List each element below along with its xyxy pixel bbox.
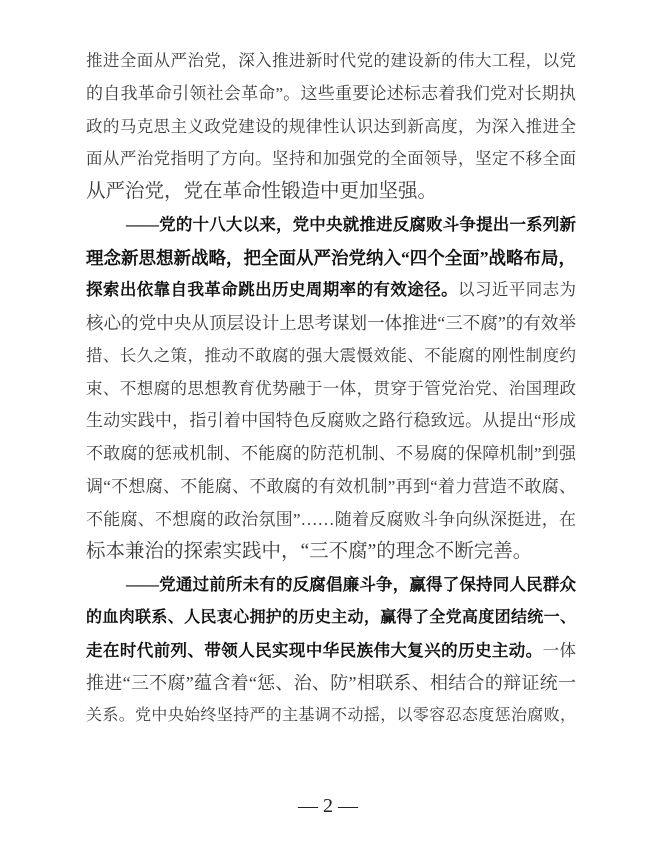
- body-text: 一体: [542, 640, 577, 660]
- body-text: 生动实践中，指引着中国特色反腐败之路行稳致远。从提出“形成: [86, 411, 576, 431]
- text-line: [86, 45, 576, 78]
- text-line: [86, 373, 576, 406]
- document-body: [86, 45, 576, 733]
- text-line: [86, 405, 576, 438]
- text-line: [86, 78, 576, 111]
- bold-text: 探索出依靠自我革命跳出历史周期率的有效途径。: [86, 280, 459, 300]
- bold-text: ——党通过前所未有的反腐倡廉斗争，赢得了保持同人民群众: [126, 575, 576, 594]
- bold-text: 走在时代前列、带领人民实现中华民族伟大复兴的历史主动。: [86, 640, 543, 660]
- body-text: 的自我革命引领社会革命”。这些重要论述标志着我们党对长期执: [86, 83, 576, 103]
- body-text: 核心的党中央从顶层设计上思考谋划一体推进“三不腐”的有效举: [86, 313, 576, 333]
- body-text: 标本兼治的探索实践中，“三不腐”的理念不断完善。: [86, 541, 533, 563]
- text-line: [86, 274, 576, 307]
- body-text: 推进全面从严治党，深入推进新时代党的建设新的伟大工程，以党: [86, 51, 576, 70]
- text-line: [86, 111, 576, 144]
- body-text: 不敢腐的惩戒机制、不能腐的防范机制、不易腐的保障机制”到强: [86, 444, 576, 463]
- text-line: [86, 438, 576, 471]
- text-line: [86, 307, 576, 340]
- text-line: [86, 569, 576, 602]
- bold-text: ——党的十八大以来，党中央就推进反腐败斗争提出一系列新: [126, 214, 576, 234]
- body-text: 调“不想腐、不能腐、不敢腐的有效机制”再到“着力营造不敢腐、: [86, 476, 576, 496]
- text-line: [86, 536, 576, 569]
- text-line: [86, 340, 576, 373]
- text-line: [86, 700, 576, 733]
- text-line: [86, 176, 576, 209]
- bold-text: 的血肉联系、人民衷心拥护的历史主动，赢得了全党高度团结统一、: [86, 608, 576, 626]
- body-text: 不能腐、不想腐的政治氛围”……随着反腐败斗争向纵深挺进，在: [86, 509, 576, 529]
- body-text: 束、不想腐的思想教育优势融于一体，贯穿于管党治党、治国理政: [86, 378, 576, 398]
- bold-text: 理念新思想新战略，把全面从严治党纳入“四个全面”战略布局，: [86, 247, 576, 268]
- body-text: 从严治党，党在革命性锻造中更加坚强。: [86, 181, 438, 202]
- body-text: 面从严治党指明了方向。坚持和加强党的全面领导，坚定不移全面: [86, 149, 576, 169]
- text-line: [86, 471, 576, 504]
- text-line: [86, 504, 576, 537]
- text-line: [86, 667, 576, 700]
- text-line: [86, 602, 576, 635]
- body-text: 以习近平同志为: [458, 280, 577, 300]
- body-text: 政的马克思主义政党建设的规律性认识达到新高度，为深入推进全: [86, 116, 576, 136]
- text-line: [86, 242, 576, 275]
- text-line: [86, 209, 576, 242]
- text-line: [86, 635, 576, 668]
- page-number: — 2 —: [298, 795, 358, 817]
- body-text: 关系。党中央始终坚持严的主基调不动摇，以零容忍态度惩治腐败，: [86, 707, 576, 724]
- text-line: [86, 143, 576, 176]
- body-text: 推进“三不腐”蕴含着“惩、治、防”相联系、相结合的辩证统一: [86, 673, 576, 694]
- body-text: 措、长久之策，推动不敢腐的强大震慑效能、不能腐的刚性制度约: [86, 345, 576, 365]
